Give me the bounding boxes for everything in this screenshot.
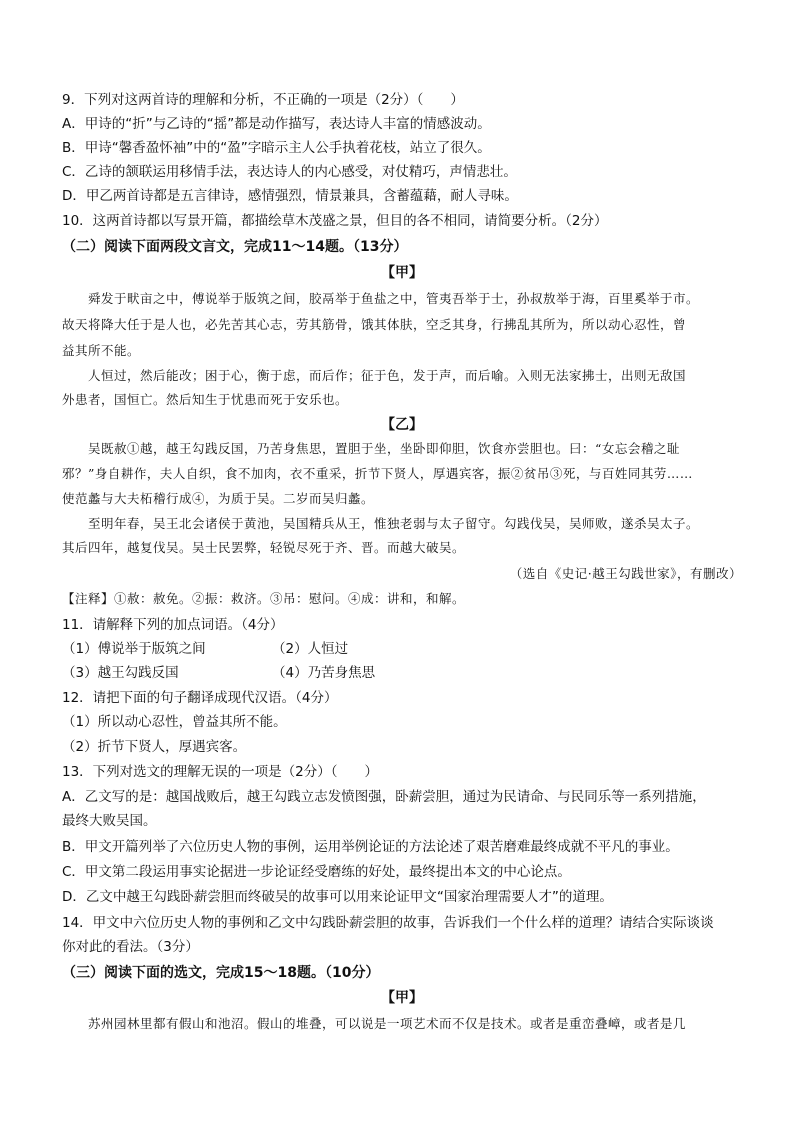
q11-stem: 11．请解释下列的加点词语。（4分） [62,617,284,633]
jia-text-line: 舜发于畎亩之中，傅说举于版筑之间，胶鬲举于鱼盐之中，管夷吾举于士，孙叔敖举于海，百里奚举于市。 [88,291,700,306]
q11-item-1: （1）傅说举于版筑之间 [62,641,206,657]
q12-stem: 12．请把下面的句子翻译成现代汉语。（4分） [62,690,338,706]
section2-yi-label: 【乙】 [381,417,423,433]
q9-option-c: C．乙诗的颔联运用移情手法，表达诗人的内心感受，对仗精巧，声情悲壮。 [62,164,517,180]
q11-item-4: （4）乃苦身焦思 [272,665,376,681]
section3-text-line: 苏州园林里都有假山和池沼。假山的堆叠，可以说是一项艺术而不仅是技术。或者是重峦叠嶂，或者是几 [88,1016,687,1031]
jia-text-line: 外患者，国恒亡。然后知生于忧患而死于安乐也。 [62,392,349,407]
yi-text-line: 吴既赦①越，越王勾践反国，乃苦身焦思，置胆于坐，坐卧即仰胆，饮食亦尝胆也。曰：“女忘会稽之耻 [88,441,680,456]
q14-stem-cont: 你对此的看法。（3分） [62,939,199,955]
q12-item-2: （2）折节下贤人，厚遇宾客。 [62,739,247,755]
q9-option-b: B．甲诗“馨香盈怀袖”中的“盈”字暗示主人公手执着花枝，站立了很久。 [62,140,491,156]
q14-stem: 14．甲文中六位历史人物的事例和乙文中勾践卧薪尝胆的故事，告诉我们一个什么样的道理？请结合实际谈谈 [62,915,714,931]
section2-jia-label: 【甲】 [381,265,423,281]
q13-option-c: C．甲文第二段运用事实论据进一步论证经受磨练的好处，最终提出本文的中心论点。 [62,864,571,880]
q9-option-d: D．甲乙两首诗都是五言律诗，感情强烈，情景兼具，含蓄蕴藉，耐人寻味。 [62,188,518,204]
source-citation: （选自《史记·越王勾践世家》，有删改） [509,566,742,581]
q13-option-b: B．甲文开篇列举了六位历史人物的事例，运用举例论证的方法论述了艰苦磨难最终成就不平凡的事业。 [62,839,679,855]
jia-text-line: 故天将降大任于是人也，必先苦其心志，劳其筋骨，饿其体肤，空乏其身，行拂乱其所为，所以动心忍性，曾 [62,317,687,332]
q11-item-2: （2）人恒过 [272,641,349,657]
section2-heading: （二）阅读下面两段文言文，完成11～14题。（13分） [62,239,408,255]
q13-option-a-cont: 最终大败吴国。 [62,813,157,829]
q13-option-d: D．乙文中越王勾践卧薪尝胆而终破吴的故事可以用来论证甲文“国家治理需要人才”的道理。 [62,889,613,905]
q10-stem: 10．这两首诗都以写景开篇，都描绘草木茂盛之景，但目的各不相同，请简要分析。（2分） [62,213,608,229]
section3-jia-label: 【甲】 [381,990,423,1006]
q13-stem: 13．下列对选文的理解无误的一项是（2分）（ ） [62,764,379,780]
jia-text-line: 益其所不能。 [62,343,141,358]
q12-item-1: （1）所以动心忍性，曾益其所不能。 [62,714,287,730]
q11-item-3: （3）越王勾践反国 [62,665,179,681]
q9-option-a: A．甲诗的“折”与乙诗的“摇”都是动作描写，表达诗人丰富的情感波动。 [62,116,491,132]
yi-text-line: 使范蠡与大夫柘稽行成④，为质于吴。二岁而吴归蠡。 [62,491,375,506]
annotation-note: 【注释】①赦：赦免。②振：救济。③吊：慰问。④成：讲和，和解。 [62,591,466,606]
section3-heading: （三）阅读下面的选文，完成15～18题。（10分） [62,965,380,981]
yi-text-line: 至明年春，吴王北会诸侯于黄池，吴国精兵从王，惟独老弱与太子留守。勾践伐吴，吴师败，遂杀吴太子。 [88,516,700,531]
q13-option-a: A．乙文写的是：越国战败后，越王勾践立志发愤图强，卧薪尝胆，通过为民请命、与民同乐等一系列措施， [62,789,706,805]
yi-text-line: 邪？”身自耕作，夫人自织，食不加肉，衣不重采，折节下贤人，厚遇宾客，振②贫吊③死，与百姓同其劳…… [62,466,693,481]
yi-text-line: 其后四年，越复伐吴。吴士民罢弊，轻锐尽死于齐、晋。而越大破吴。 [62,540,466,555]
jia-text-line: 人恒过，然后能改；困于心，衡于虑，而后作；征于色，发于声，而后喻。入则无法家拂士，出则无敌国 [88,368,687,383]
q9-stem: 9．下列对这两首诗的理解和分析，不正确的一项是（2分）（ ） [62,92,464,108]
